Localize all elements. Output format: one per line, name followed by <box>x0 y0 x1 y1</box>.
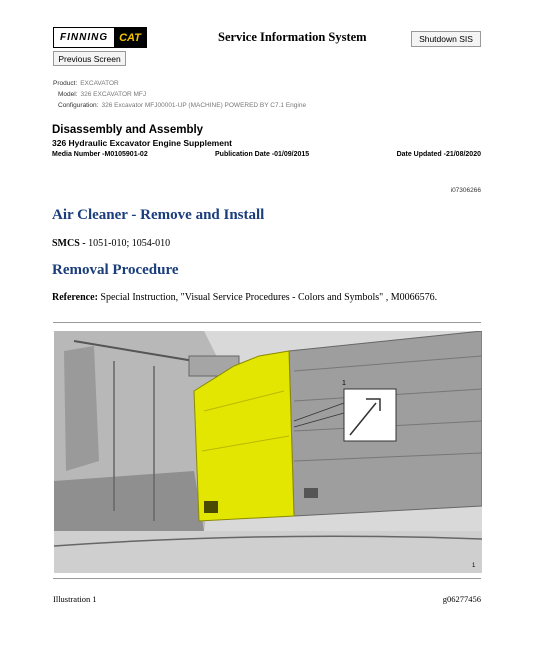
configuration-value: 326 Excavator MFJ00001-UP (MACHINE) POWERED BY C7.1 Engine <box>101 102 307 109</box>
model-label: Model: <box>58 91 78 98</box>
system-title: Service Information System <box>218 30 367 44</box>
graphic-id: g06277456 <box>442 594 481 604</box>
document-title: Disassembly and Assembly <box>52 124 204 136</box>
document-subtitle: 326 Hydraulic Excavator Engine Supplement <box>52 138 232 148</box>
smcs-codes <box>52 238 170 249</box>
logo-cat: CAT <box>114 28 146 47</box>
product-value: EXCAVATOR <box>80 80 119 87</box>
callout-number: 1 <box>342 380 346 387</box>
publication-date: Publication Date -01/09/2015 <box>215 151 310 158</box>
divider-top <box>53 322 481 323</box>
smcs-value: 1051-010; 1054-010 <box>88 238 171 249</box>
document-id: i07306266 <box>450 187 481 194</box>
reference-label: Reference: <box>52 292 98 303</box>
corner-number: 1 <box>472 563 476 569</box>
reference-text: Special Instruction, "Visual Service Procedures - Colors and Symbols" , M0066576. <box>100 292 438 303</box>
smcs-label: SMCS - <box>52 238 86 249</box>
configuration-line <box>58 102 306 109</box>
configuration-label: Configuration: <box>58 102 99 109</box>
product-line <box>53 80 119 87</box>
model-line <box>58 91 146 98</box>
reference-line <box>52 292 437 303</box>
finning-cat-logo <box>53 27 147 48</box>
model-value: 326 EXCAVATOR MFJ <box>80 91 147 98</box>
shutdown-sis-button[interactable]: Shutdown SIS <box>411 31 481 47</box>
cover-latch <box>204 501 218 513</box>
seat-back <box>64 346 99 471</box>
illustration-caption: Illustration 1 <box>53 594 97 604</box>
logo-text: FINNING <box>54 28 114 47</box>
divider-bottom <box>53 578 481 579</box>
panel-latch <box>304 488 318 498</box>
product-label: Product: <box>53 80 78 87</box>
page-heading: Air Cleaner - Remove and Install <box>52 207 265 223</box>
air-cleaner-illustration <box>54 331 482 573</box>
media-number: Media Number -M0105901-02 <box>52 151 148 158</box>
date-updated: Date Updated -21/08/2020 <box>396 151 481 158</box>
lower-frame <box>54 471 204 541</box>
previous-screen-button[interactable]: Previous Screen <box>53 51 126 66</box>
section-heading: Removal Procedure <box>52 262 179 278</box>
